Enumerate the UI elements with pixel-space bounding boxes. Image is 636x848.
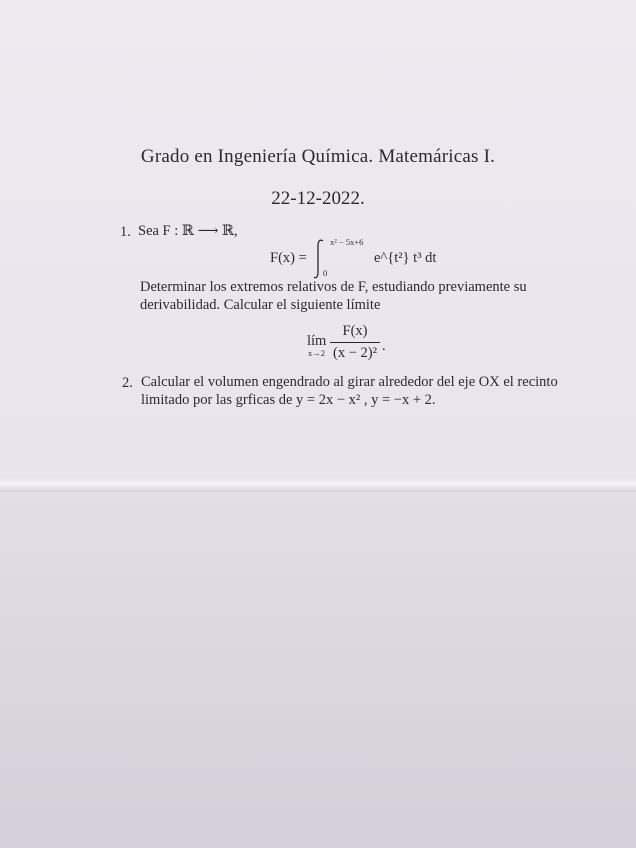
limit-operator: lím — [307, 333, 327, 349]
integral-upper-limit: x² − 5x+6 — [330, 237, 364, 247]
problem-1-text-line-2: derivabilidad. Calcular el siguiente límite — [140, 297, 381, 313]
limit-numerator: F(x) — [342, 323, 368, 339]
problem-1-intro — [138, 222, 238, 240]
problem-1-text-line-1: Determinar los extremos relativos de F, estudiando previamente su — [140, 279, 527, 295]
integral-lower-limit: 0 — [323, 268, 328, 278]
integrand: e^{t²} t³ dt — [374, 250, 437, 266]
problem-1-intro-text: Sea F : ℝ ⟶ ℝ, — [138, 223, 238, 239]
page-title: Grado en Ingeniería Química. Matemáricas I. — [140, 146, 496, 167]
limit-denominator: (x − 2)² — [333, 345, 377, 361]
problem-2-text-line-1: Calcular el volumen engendrado al girar alrededor del eje OX el recinto — [141, 374, 558, 390]
fraction-bar — [330, 342, 380, 343]
problem-1-number: 1. — [120, 224, 131, 240]
limit-subscript: x→2 — [308, 348, 325, 358]
problem-2-number: 2. — [122, 375, 133, 391]
problem-1-formula-lhs: F(x) = — [270, 250, 307, 266]
problem-2-text-line-2: limitado por las grficas de y = 2x − x² , y = −x + 2. — [141, 392, 436, 408]
limit-fraction — [330, 323, 380, 362]
limit-period: . — [382, 338, 386, 354]
exam-date: 22-12-2022. — [271, 188, 365, 209]
